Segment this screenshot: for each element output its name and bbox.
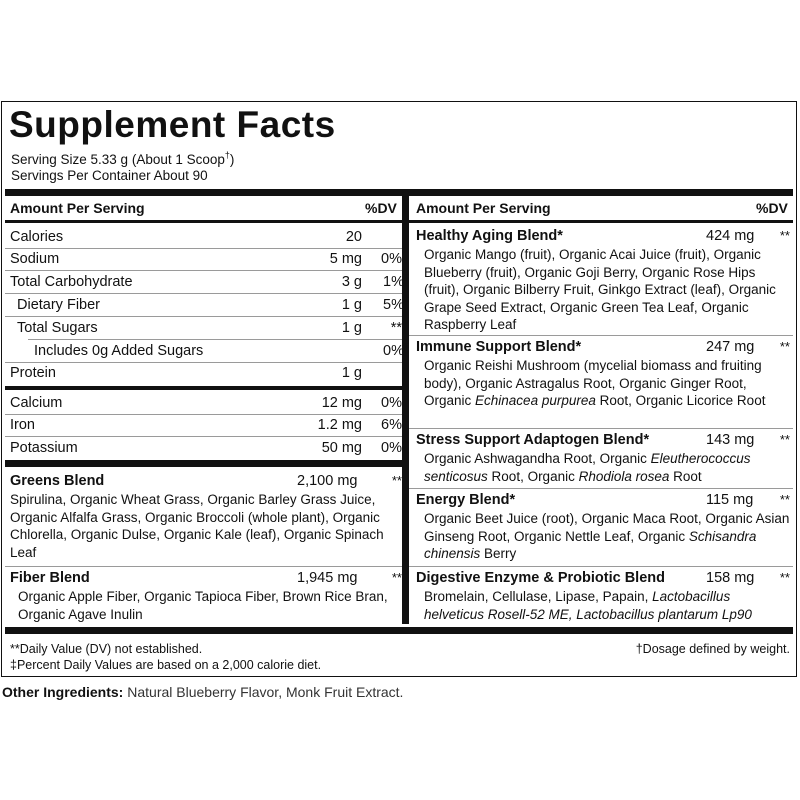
blend-header <box>416 226 790 246</box>
blend-amount: 247 mg <box>706 339 755 355</box>
nutrient-amount: 1 g <box>341 320 362 336</box>
blend-header <box>416 430 790 450</box>
nutrient-amount: 5 mg <box>329 251 362 267</box>
blend-dv: ** <box>779 228 790 243</box>
blend-dv: ** <box>391 473 402 488</box>
blend-ingredients: Organic Mango (fruit), Organic Acai Juice (fruit), Organic Blueberry (fruit), Organic Goji Berry, Organic Rose Hips (fruit), Organic Bilberry Fruit, Ginkgo Extract (leaf), Organic Grape Seed Extract, Organic Green Tea Leaf, Organic Raspberry Leaf <box>424 247 776 333</box>
footnote-dv-not-established: **Daily Value (DV) not established. <box>10 642 203 656</box>
serving-size-close: ) <box>229 152 235 167</box>
nutrient-row-iron <box>10 414 402 436</box>
blend-dv: ** <box>779 492 790 507</box>
blend-greens <box>10 471 402 561</box>
nutrient-dv: 0% <box>381 440 402 456</box>
nutrient-name: Calories <box>10 229 64 245</box>
servings-per-container: Servings Per Container About 90 <box>11 168 208 183</box>
right-header-dv: %DV <box>756 200 788 216</box>
dv-value: 0% <box>383 343 404 359</box>
blend-dv: ** <box>391 570 402 585</box>
double-dagger-mark: ‡ <box>403 294 409 305</box>
left-header-rule <box>5 220 402 223</box>
potassium-thick-rule <box>5 460 402 467</box>
nutrient-row-potassium <box>10 437 402 459</box>
blend-amount: 143 mg <box>706 432 755 448</box>
nutrient-name: Iron <box>10 417 35 433</box>
footnote-percent-dv: ‡Percent Daily Values are based on a 2,000 calorie diet. <box>10 658 322 672</box>
ingredients-text: Root <box>669 468 702 484</box>
blend-ingredients <box>416 588 790 623</box>
nutrient-amount: 3 g <box>341 274 362 290</box>
nutrient-row-added-sugars <box>10 340 409 362</box>
serving-size <box>11 149 235 168</box>
nutrient-row-total-carbohydrate <box>10 271 409 293</box>
nutrient-dv: 6% <box>381 417 402 433</box>
nutrient-name: Dietary Fiber <box>17 297 100 313</box>
blend-name: Greens Blend <box>10 473 105 489</box>
nutrient-name: Includes 0g Added Sugars <box>34 343 204 359</box>
nutrient-row-sodium <box>10 248 402 270</box>
nutrient-row-calories <box>10 226 402 248</box>
nutrient-amount: 1.2 mg <box>317 417 362 433</box>
blend-energy <box>416 490 790 563</box>
blend-name: Stress Support Adaptogen Blend* <box>416 432 650 448</box>
protein-thick-rule <box>5 386 402 390</box>
ingredients-text: Organic Beet Juice (root), Organic Maca Root, Organic Asian Ginseng Root, Organic Nettle Leaf, Organic <box>424 511 790 544</box>
nutrient-dv <box>383 294 409 316</box>
blend-header <box>10 471 402 491</box>
blend-header <box>416 337 790 357</box>
blend-name: Fiber Blend <box>10 570 90 586</box>
blend-amount: 115 mg <box>706 492 754 508</box>
blend-ingredients: Spirulina, Organic Wheat Grass, Organic Barley Grass Juice, Organic Alfalfa Grass, Organic Broccoli (whole plant), Organic Chlorella, Organic Dulse, Organic Kale (leaf), Organic Spinach Leaf <box>10 492 384 560</box>
blend-ingredients: Organic Apple Fiber, Organic Tapioca Fiber, Brown Rice Bran, Organic Agave Inulin <box>18 589 388 622</box>
dagger-mark: † <box>224 149 230 160</box>
ingredients-text: Organic Ashwagandha Root, Organic <box>424 451 651 466</box>
blend-immune-support <box>416 337 790 410</box>
blend-amount: 1,945 mg <box>297 570 358 586</box>
ingredients-text: Bromelain, Cellulase, Lipase, Papain, <box>424 589 653 604</box>
double-dagger-mark: ‡ <box>403 340 409 351</box>
blend-healthy-aging <box>416 226 790 334</box>
blend-name: Immune Support Blend* <box>416 339 582 355</box>
blend-fiber <box>10 568 402 623</box>
dv-value: 1% <box>383 274 404 290</box>
nutrient-dv: 0% <box>381 395 402 411</box>
ingredients-italic: Schisandra chinensis <box>424 528 757 562</box>
other-ingredients <box>2 683 403 701</box>
nutrient-row-total-sugars <box>10 317 402 339</box>
right-header-rule <box>409 220 793 223</box>
column-divider <box>402 196 409 624</box>
top-thick-rule <box>5 189 793 196</box>
nutrient-dv: 0% <box>381 251 402 267</box>
ingredients-italic: Eleutherococcus senticosus <box>424 451 751 484</box>
blend-name: Energy Blend* <box>416 492 516 508</box>
blend-digestive-enzyme-probiotic <box>416 568 790 623</box>
ingredients-italic: Rhodiola rosea <box>578 468 670 484</box>
other-ingredients-value: Natural Blueberry Flavor, Monk Fruit Extract. <box>123 684 404 700</box>
ingredients-text: Organic Reishi Mushroom (mycelial biomass and fruiting body), Organic Astragalus Root, Organic Ginger Root, Organic <box>424 358 762 409</box>
blend-amount: 2,100 mg <box>297 473 358 489</box>
blend-ingredients <box>416 357 790 410</box>
nutrient-amount: 20 <box>345 229 362 245</box>
row-divider <box>409 488 793 489</box>
blend-dv: ** <box>779 432 790 447</box>
nutrient-amount: 1 g <box>341 297 362 313</box>
blend-ingredients <box>416 450 790 485</box>
nutrient-amount: 12 mg <box>321 395 362 411</box>
row-divider <box>409 335 793 336</box>
nutrient-name: Potassium <box>10 440 78 456</box>
left-header-dv: %DV <box>365 200 397 216</box>
blend-header <box>416 490 790 510</box>
nutrient-row-dietary-fiber <box>10 294 409 316</box>
blend-name: Digestive Enzyme & Probiotic Blend <box>416 570 665 586</box>
ingredients-text: Berry <box>480 546 517 562</box>
nutrient-amount: 1 g <box>341 365 362 381</box>
ingredients-italic: Echinacea purpurea <box>475 393 596 409</box>
nutrient-name: Protein <box>10 365 56 381</box>
blend-stress-support <box>416 430 790 485</box>
row-divider <box>409 428 793 429</box>
ingredients-text: Root, Organic <box>487 468 579 484</box>
right-header-amount: Amount Per Serving <box>416 200 551 216</box>
nutrient-name: Total Carbohydrate <box>10 274 133 290</box>
blend-header <box>10 568 402 588</box>
nutrient-amount: 50 mg <box>321 440 362 456</box>
row-divider <box>409 566 793 567</box>
panel-title: Supplement Facts <box>9 104 336 145</box>
ingredients-italic: Lactobacillus helveticus Rosell-52 ME, Lactobacillus plantarum Lp90 <box>424 589 752 622</box>
blend-dv: ** <box>779 570 790 585</box>
blend-ingredients <box>416 510 790 563</box>
other-ingredients-label: Other Ingredients: <box>2 684 124 700</box>
ingredients-text: Root, Organic Licorice Root <box>595 393 766 409</box>
nutrient-dv: ** <box>390 320 402 336</box>
blend-dv: ** <box>779 339 790 354</box>
nutrient-name: Sodium <box>10 251 60 267</box>
blend-amount: 424 mg <box>706 228 755 244</box>
blend-amount: 158 mg <box>706 570 755 586</box>
row-divider <box>5 566 402 567</box>
footnote-dosage: †Dosage defined by weight. <box>635 642 790 656</box>
bottom-thick-rule <box>5 627 793 634</box>
nutrient-row-calcium <box>10 392 402 414</box>
dv-value: 5% <box>383 297 404 313</box>
nutrient-dv <box>383 271 409 293</box>
nutrient-dv <box>383 340 409 362</box>
nutrient-name: Calcium <box>10 395 63 411</box>
double-dagger-mark: ‡ <box>403 271 409 282</box>
blend-header <box>416 568 790 588</box>
serving-size-text: Serving Size 5.33 g (About 1 Scoop <box>11 152 225 167</box>
nutrient-row-protein <box>10 362 402 384</box>
left-header-amount: Amount Per Serving <box>10 200 145 216</box>
nutrient-name: Total Sugars <box>17 320 98 336</box>
blend-name: Healthy Aging Blend* <box>416 228 563 244</box>
